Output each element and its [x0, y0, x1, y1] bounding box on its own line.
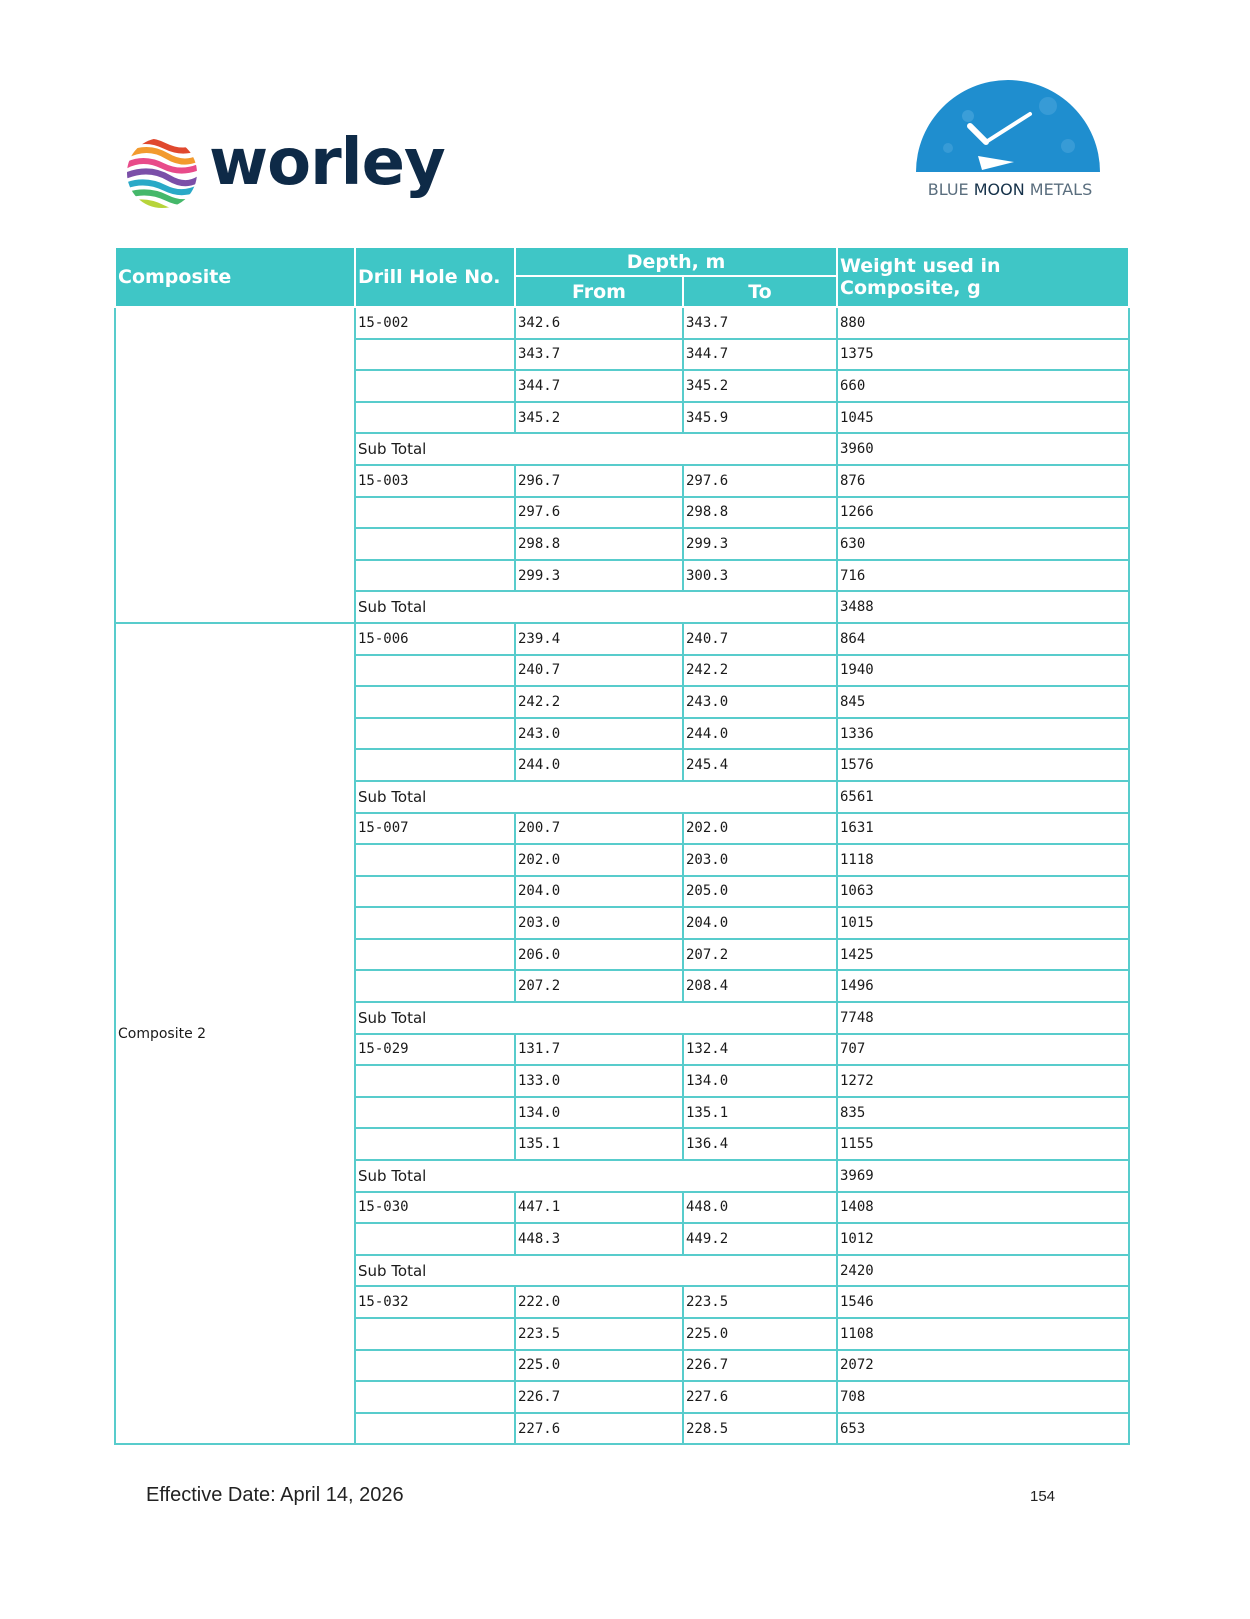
to-cell: 202.0 — [683, 813, 837, 845]
to-cell: 134.0 — [683, 1065, 837, 1097]
weight-cell: 864 — [837, 623, 1129, 655]
from-cell: 131.7 — [515, 1034, 683, 1066]
to-cell: 449.2 — [683, 1223, 837, 1255]
from-cell: 207.2 — [515, 970, 683, 1002]
to-cell: 136.4 — [683, 1128, 837, 1160]
drill-hole-cell — [355, 907, 515, 939]
drill-hole-cell — [355, 1381, 515, 1413]
drill-hole-cell — [355, 970, 515, 1002]
to-cell: 226.7 — [683, 1350, 837, 1382]
weight-cell: 1576 — [837, 749, 1129, 781]
to-cell: 208.4 — [683, 970, 837, 1002]
from-cell: 206.0 — [515, 939, 683, 971]
weight-cell: 1015 — [837, 907, 1129, 939]
table-row — [115, 623, 1129, 655]
header-composite: Composite — [115, 247, 355, 307]
from-cell: 244.0 — [515, 749, 683, 781]
to-cell: 227.6 — [683, 1381, 837, 1413]
to-cell: 345.2 — [683, 370, 837, 402]
weight-cell: 1266 — [837, 497, 1129, 529]
header-depth: Depth, m — [515, 247, 837, 276]
from-cell: 225.0 — [515, 1350, 683, 1382]
worley-logo — [125, 126, 445, 212]
from-cell: 297.6 — [515, 497, 683, 529]
drill-hole-cell — [355, 1318, 515, 1350]
subtotal-label: Sub Total — [355, 781, 837, 813]
from-cell: 299.3 — [515, 560, 683, 592]
from-cell: 296.7 — [515, 465, 683, 497]
to-cell: 207.2 — [683, 939, 837, 971]
composite-table — [114, 246, 1130, 1445]
header-to: To — [683, 276, 837, 307]
header-drill-hole: Drill Hole No. — [355, 247, 515, 307]
weight-cell: 707 — [837, 1034, 1129, 1066]
weight-cell: 1336 — [837, 718, 1129, 750]
from-cell: 242.2 — [515, 686, 683, 718]
weight-cell: 1045 — [837, 402, 1129, 434]
drill-hole-cell — [355, 1128, 515, 1160]
drill-hole-cell — [355, 844, 515, 876]
drill-hole-cell — [355, 402, 515, 434]
weight-cell: 880 — [837, 307, 1129, 339]
subtotal-value: 7748 — [837, 1002, 1129, 1034]
weight-cell: 1155 — [837, 1128, 1129, 1160]
weight-cell: 716 — [837, 560, 1129, 592]
from-cell: 342.6 — [515, 307, 683, 339]
composite-cell: Composite 2 — [115, 623, 355, 1444]
subtotal-label: Sub Total — [355, 433, 837, 465]
drill-hole-cell: 15-003 — [355, 465, 515, 497]
weight-cell: 1063 — [837, 876, 1129, 908]
drill-hole-cell — [355, 718, 515, 750]
weight-cell: 1272 — [837, 1065, 1129, 1097]
bluemoon-wordmark-suffix: METALS — [1024, 180, 1093, 199]
drill-hole-cell: 15-030 — [355, 1192, 515, 1224]
table-row — [115, 307, 1129, 339]
weight-cell: 653 — [837, 1413, 1129, 1445]
drill-hole-cell — [355, 370, 515, 402]
drill-hole-cell — [355, 749, 515, 781]
drill-hole-cell — [355, 876, 515, 908]
subtotal-value: 3488 — [837, 591, 1129, 623]
table-body — [115, 307, 1129, 1444]
worley-wordmark: worley — [209, 126, 445, 200]
header-from: From — [515, 276, 683, 307]
drill-hole-cell — [355, 1223, 515, 1255]
weight-cell: 1631 — [837, 813, 1129, 845]
to-cell: 204.0 — [683, 907, 837, 939]
from-cell: 226.7 — [515, 1381, 683, 1413]
to-cell: 225.0 — [683, 1318, 837, 1350]
drill-hole-cell — [355, 1350, 515, 1382]
composite-cell — [115, 307, 355, 623]
from-cell: 243.0 — [515, 718, 683, 750]
drill-hole-cell: 15-002 — [355, 307, 515, 339]
drill-hole-cell: 15-006 — [355, 623, 515, 655]
worley-swirl-icon — [125, 136, 199, 210]
drill-hole-cell: 15-029 — [355, 1034, 515, 1066]
to-cell: 299.3 — [683, 528, 837, 560]
to-cell: 203.0 — [683, 844, 837, 876]
to-cell: 244.0 — [683, 718, 837, 750]
from-cell: 133.0 — [515, 1065, 683, 1097]
bluemoon-wordmark-prefix: BLUE — [927, 180, 974, 199]
drill-hole-cell — [355, 1413, 515, 1445]
bluemoon-wordmark-mid: MOON — [973, 180, 1025, 199]
to-cell: 243.0 — [683, 686, 837, 718]
bluemoon-logo — [908, 76, 1108, 206]
subtotal-value: 2420 — [837, 1255, 1129, 1287]
drill-hole-cell — [355, 939, 515, 971]
from-cell: 345.2 — [515, 402, 683, 434]
drill-hole-cell — [355, 560, 515, 592]
from-cell: 135.1 — [515, 1128, 683, 1160]
from-cell: 134.0 — [515, 1097, 683, 1129]
weight-cell: 1546 — [837, 1286, 1129, 1318]
weight-cell: 1425 — [837, 939, 1129, 971]
from-cell: 298.8 — [515, 528, 683, 560]
subtotal-label: Sub Total — [355, 1160, 837, 1192]
from-cell: 222.0 — [515, 1286, 683, 1318]
to-cell: 297.6 — [683, 465, 837, 497]
to-cell: 245.4 — [683, 749, 837, 781]
weight-cell: 1012 — [837, 1223, 1129, 1255]
weight-cell: 1375 — [837, 339, 1129, 371]
from-cell: 227.6 — [515, 1413, 683, 1445]
from-cell: 203.0 — [515, 907, 683, 939]
drill-hole-cell — [355, 528, 515, 560]
from-cell: 344.7 — [515, 370, 683, 402]
weight-cell: 1408 — [837, 1192, 1129, 1224]
drill-hole-cell — [355, 655, 515, 687]
header-weight: Weight used in Composite, g — [837, 247, 1129, 307]
from-cell: 204.0 — [515, 876, 683, 908]
to-cell: 240.7 — [683, 623, 837, 655]
weight-cell: 1108 — [837, 1318, 1129, 1350]
from-cell: 240.7 — [515, 655, 683, 687]
weight-cell: 835 — [837, 1097, 1129, 1129]
weight-cell: 1118 — [837, 844, 1129, 876]
to-cell: 242.2 — [683, 655, 837, 687]
weight-cell: 660 — [837, 370, 1129, 402]
drill-hole-cell: 15-007 — [355, 813, 515, 845]
to-cell: 448.0 — [683, 1192, 837, 1224]
drill-hole-cell: 15-032 — [355, 1286, 515, 1318]
drill-hole-cell — [355, 339, 515, 371]
from-cell: 343.7 — [515, 339, 683, 371]
page-number: 154 — [1030, 1488, 1056, 1505]
weight-cell: 2072 — [837, 1350, 1129, 1382]
to-cell: 298.8 — [683, 497, 837, 529]
effective-date: Effective Date: April 14, 2026 — [146, 1484, 404, 1506]
to-cell: 345.9 — [683, 402, 837, 434]
from-cell: 202.0 — [515, 844, 683, 876]
drill-hole-cell — [355, 497, 515, 529]
drill-hole-cell — [355, 1065, 515, 1097]
from-cell: 200.7 — [515, 813, 683, 845]
weight-cell: 630 — [837, 528, 1129, 560]
subtotal-label: Sub Total — [355, 1255, 837, 1287]
to-cell: 343.7 — [683, 307, 837, 339]
weight-cell: 876 — [837, 465, 1129, 497]
subtotal-value: 6561 — [837, 781, 1129, 813]
to-cell: 135.1 — [683, 1097, 837, 1129]
to-cell: 223.5 — [683, 1286, 837, 1318]
weight-cell: 845 — [837, 686, 1129, 718]
from-cell: 448.3 — [515, 1223, 683, 1255]
from-cell: 223.5 — [515, 1318, 683, 1350]
to-cell: 300.3 — [683, 560, 837, 592]
to-cell: 228.5 — [683, 1413, 837, 1445]
from-cell: 447.1 — [515, 1192, 683, 1224]
to-cell: 205.0 — [683, 876, 837, 908]
to-cell: 344.7 — [683, 339, 837, 371]
bluemoon-wordmark — [912, 180, 1108, 199]
subtotal-label: Sub Total — [355, 1002, 837, 1034]
to-cell: 132.4 — [683, 1034, 837, 1066]
weight-cell: 1496 — [837, 970, 1129, 1002]
moon-clock-icon — [908, 76, 1108, 180]
drill-hole-cell — [355, 686, 515, 718]
subtotal-label: Sub Total — [355, 591, 837, 623]
weight-cell: 1940 — [837, 655, 1129, 687]
drill-hole-cell — [355, 1097, 515, 1129]
subtotal-value: 3960 — [837, 433, 1129, 465]
from-cell: 239.4 — [515, 623, 683, 655]
weight-cell: 708 — [837, 1381, 1129, 1413]
subtotal-value: 3969 — [837, 1160, 1129, 1192]
